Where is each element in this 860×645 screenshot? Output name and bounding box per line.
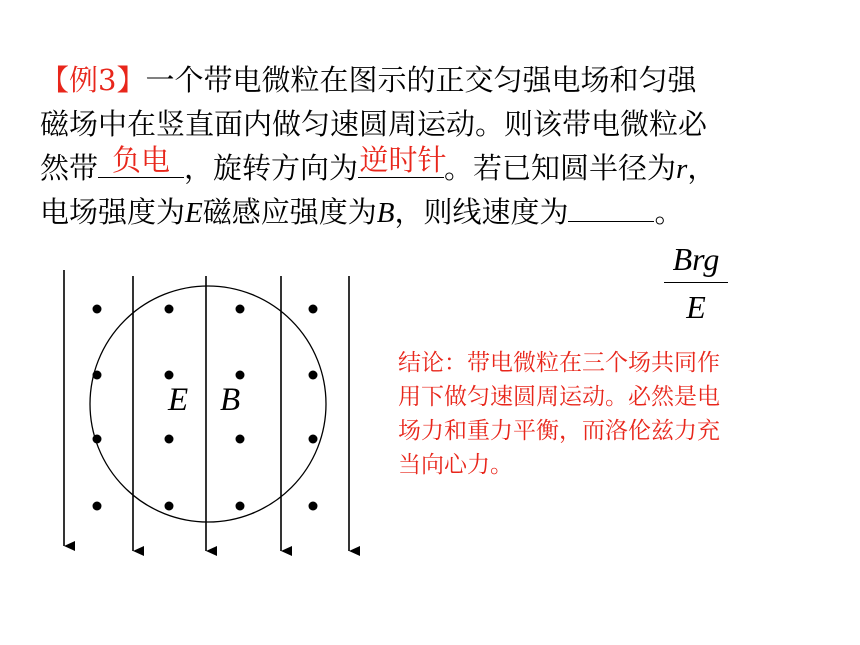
field-dot xyxy=(236,305,245,314)
field-dot xyxy=(236,371,245,380)
field-dot xyxy=(165,305,174,314)
problem-text-3b: ，旋转方向为 xyxy=(184,151,359,185)
answer-charge: 负电 xyxy=(112,143,171,177)
problem-text-4c: ，则线速度为 xyxy=(394,195,569,229)
field-dot xyxy=(165,371,174,380)
answer-direction: 逆时针 xyxy=(359,143,447,177)
field-dot xyxy=(93,502,102,511)
magnetic-field-dots xyxy=(93,305,318,511)
field-dot xyxy=(93,371,102,380)
conclusion-line-3: 场力和重力平衡，而洛伦兹力充 xyxy=(398,418,720,444)
field-dot xyxy=(165,435,174,444)
fraction-denominator: E xyxy=(686,289,706,325)
conclusion-line-1: 结论：带电微粒在三个场共同作 xyxy=(398,350,720,376)
problem-text-3a: 然带 xyxy=(40,151,99,185)
conclusion-line-2: 用下做匀速圆周运动。必然是电 xyxy=(398,384,720,410)
electric-field-lines xyxy=(64,270,349,551)
electric-field-label: E xyxy=(168,382,189,418)
problem-text-1: 一个带电微粒在图示的正交匀强电场和匀强 xyxy=(145,63,697,97)
fraction-numerator: Brg xyxy=(672,241,720,277)
field-dot xyxy=(309,371,318,380)
conclusion-box xyxy=(398,346,818,482)
field-dot xyxy=(309,435,318,444)
problem-text-3d: ， xyxy=(687,151,717,185)
field-dot xyxy=(165,502,174,511)
field-dot xyxy=(236,502,245,511)
problem-text-4a: 电场强度为 xyxy=(40,195,186,229)
problem-text-4b: 磁感应强度为 xyxy=(202,195,377,229)
field-dot xyxy=(93,435,102,444)
problem-text-4d: 。 xyxy=(654,195,684,229)
conclusion-line-4: 当向心力。 xyxy=(398,452,513,478)
problem-text-3c: 。若已知圆半径为 xyxy=(444,151,677,185)
var-E: E xyxy=(185,197,203,229)
problem-text-2: 磁场中在竖直面内做匀速圆周运动。则该带电微粒必 xyxy=(40,107,708,141)
field-dot xyxy=(309,305,318,314)
example-tag: 【例3】 xyxy=(40,63,146,97)
field-dot xyxy=(93,305,102,314)
var-r: r xyxy=(676,153,688,185)
field-dot xyxy=(309,502,318,511)
magnetic-field-label: B xyxy=(220,382,241,418)
trajectory-circle xyxy=(90,286,326,522)
field-dot xyxy=(236,435,245,444)
var-B: B xyxy=(376,197,395,229)
